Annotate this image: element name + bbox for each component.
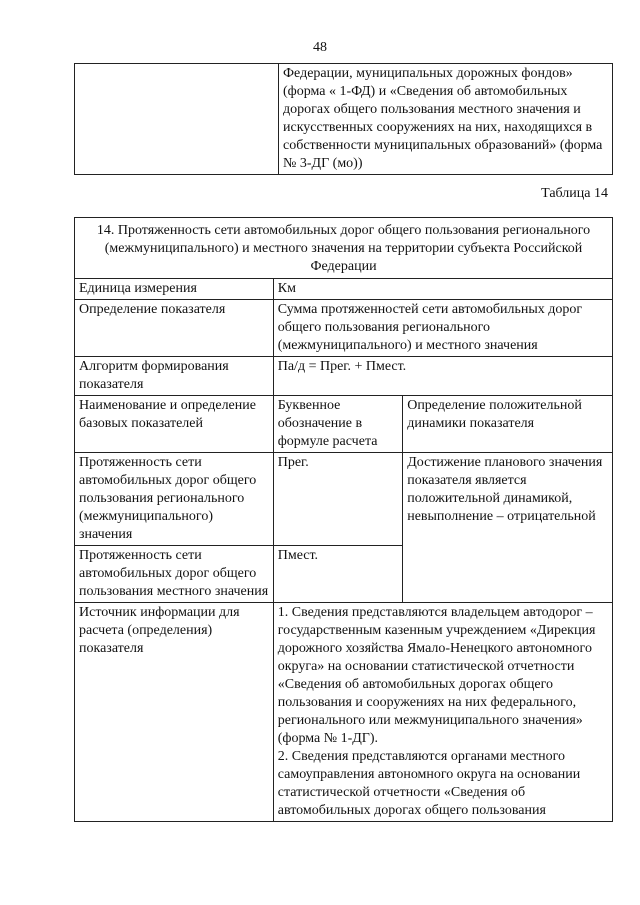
table-row xyxy=(75,603,613,822)
base-indicators-header: Наименование и определение базовых показателей xyxy=(75,396,274,453)
source-paragraph-1: 1. Сведения представляются владельцем автодорог – государственным казенным учреждением «Дирекция дорожного хозяйства Ямало-Ненецкого автономного округа» на основании статистической отчетности «Сведения об автомобильных дорогах общего пользования и сооружениях на них федерального, регионального или межмуниципального значения» (форма № 1-ДГ). xyxy=(277,605,596,746)
algorithm-label: Алгоритм формирования показателя xyxy=(75,357,274,396)
symbol-header: Буквенное обозначение в формуле расчета xyxy=(273,396,402,453)
table-row xyxy=(75,300,613,357)
dynamics-header: Определение положительной динамики показателя xyxy=(403,396,613,453)
empty-cell xyxy=(75,64,279,175)
indicator-table xyxy=(74,217,613,822)
unit-label: Единица измерения xyxy=(75,279,274,300)
table-row xyxy=(75,279,613,300)
table-row xyxy=(75,218,613,279)
regional-roads-symbol: Прег. xyxy=(273,453,402,546)
table-row xyxy=(75,453,613,546)
table-title: 14. Протяженность сети автомобильных дорог общего пользования регионального (межмуниципального) и местного значения на территории субъекта Российской Федерации xyxy=(75,218,613,279)
table-row xyxy=(75,357,613,396)
table-label: Таблица 14 xyxy=(541,186,608,201)
source-paragraph-2: 2. Сведения представляются органами местного самоуправления автономного округа на основании статистической отчетности «Сведения об автомобильных дорогах общего пользования xyxy=(277,749,581,818)
local-roads-name: Протяженность сети автомобильных дорог общего пользования местного значения xyxy=(75,546,274,603)
source-value xyxy=(273,603,612,822)
form-reference-cell: Федерации, муниципальных дорожных фондов» (форма « 1-ФД) и «Сведения об автомобильных дорогах общего пользования местного значения и искусственных сооружениях на них, находящихся в собственности муниципальных образований» (форма № 3-ДГ (мо)) xyxy=(279,64,613,175)
definition-value: Сумма протяженностей сети автомобильных дорог общего пользования регионального (межмуниципального) и местного значения xyxy=(273,300,612,357)
unit-value: Км xyxy=(273,279,612,300)
local-roads-symbol: Пмест. xyxy=(273,546,402,603)
dynamics-definition: Достижение планового значения показателя является положительной динамикой, невыполнение – отрицательной xyxy=(403,453,613,603)
page-number: 48 xyxy=(313,40,327,55)
table-row xyxy=(75,396,613,453)
source-label: Источник информации для расчета (определения) показателя xyxy=(75,603,274,822)
regional-roads-name: Протяженность сети автомобильных дорог общего пользования регионального (межмуниципального) значения xyxy=(75,453,274,546)
definition-label: Определение показателя xyxy=(75,300,274,357)
table-row xyxy=(75,64,613,175)
continuation-table xyxy=(74,63,613,175)
algorithm-value: Па/д = Прег. + Пмест. xyxy=(273,357,612,396)
